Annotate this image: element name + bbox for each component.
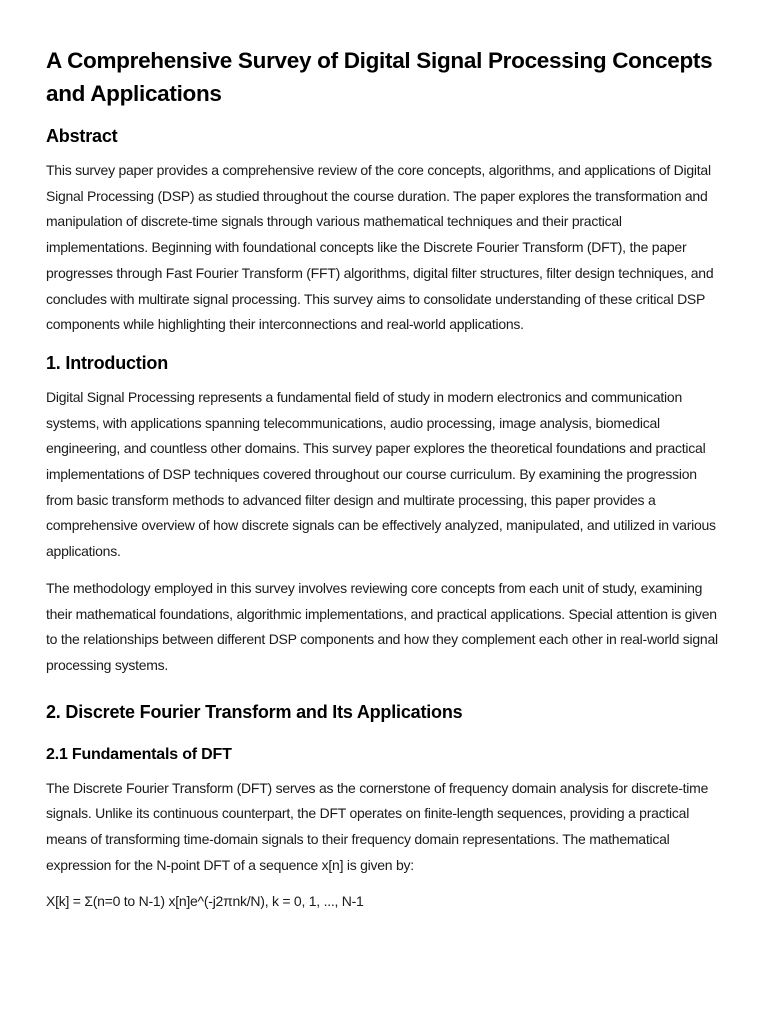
dft-section (46, 700, 722, 916)
abstract-heading: Abstract (46, 126, 118, 146)
abstract-section (46, 124, 722, 338)
dft-heading: 2. Discrete Fourier Transform and Its Applications (46, 701, 463, 722)
dft-fundamentals-paragraph: The Discrete Fourier Transform (DFT) serves as the cornerstone of frequency domain analysis for discrete-time signals. Unlike its continuous counterpart, the DFT operates on finite-length sequences, providing a practical means of transforming time-domain signals to their frequency domain representations. The mathematical expression for the N-point DFT of a sequence x[n] is given by: (46, 779, 709, 873)
introduction-heading: 1. Introduction (46, 352, 168, 373)
introduction-paragraph-1: Digital Signal Processing represents a fundamental field of study in modern electronics and communication systems, with applications spanning telecommunications, audio processing, image analysis, biomedical engineering, and countless other domains. This survey paper explores the theoretical foundations and practical implementations of DSP techniques covered throughout our course curriculum. By examining the progression from basic transform methods to advanced filter design and multirate processing, this paper provides a comprehensive overview of how discrete signals can be effectively analyzed, manipulated, and utilized in various applications. (46, 388, 716, 560)
introduction-section (46, 351, 722, 679)
abstract-paragraph: This survey paper provides a comprehensive review of the core concepts, algorithms, and applications of Digital Signal Processing (DSP) as studied throughout the course duration. The paper explores the transformation and manipulation of discrete-time signals through various mathematical techniques and their practical implementations. Beginning with foundational concepts like the Discrete Fourier Transform (DFT), the paper progresses through Fast Fourier Transform (FFT) algorithms, digital filter structures, filter design techniques, and concludes with multirate signal processing. This survey aims to consolidate understanding of these critical DSP components while highlighting their interconnections and real-world applications. (46, 162, 714, 333)
dft-fundamentals-subsection (46, 744, 722, 916)
introduction-paragraph-2: The methodology employed in this survey involves reviewing core concepts from each unit of study, examining their mathematical foundations, algorithmic implementations, and practical applications. Special attention is given to the relationships between different DSP components and how they complement each other in real-world signal processing systems. (46, 579, 718, 673)
dft-fundamentals-heading: 2.1 Fundamentals of DFT (46, 745, 232, 763)
dft-formula: X[k] = Σ(n=0 to N-1) x[n]e^(-j2πnk/N), k = 0, 1, ..., N-1 (46, 893, 364, 910)
document-title: A Comprehensive Survey of Digital Signal Processing Concepts and Applications (46, 48, 713, 106)
